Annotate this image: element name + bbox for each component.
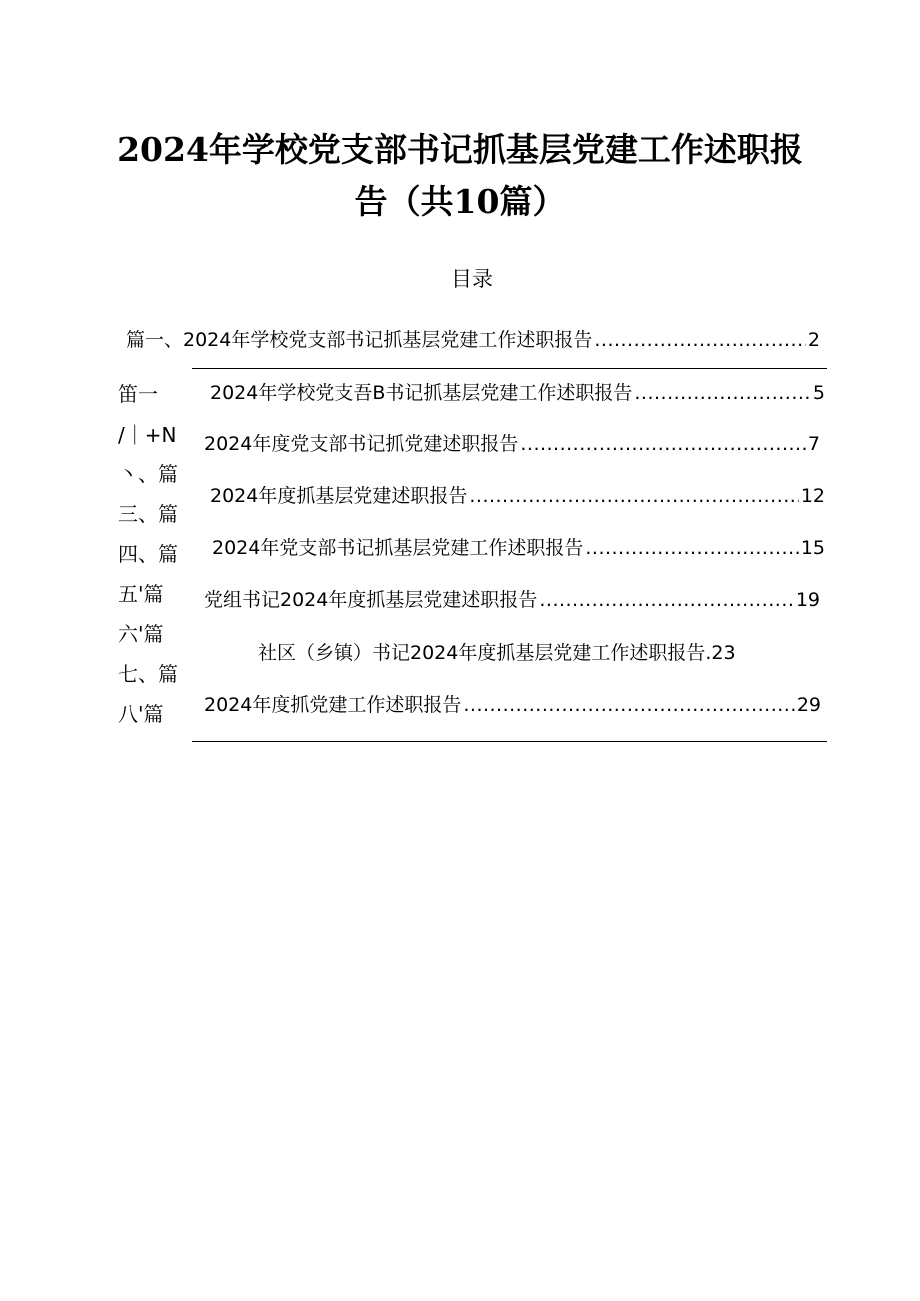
toc-dot-leader [463, 691, 794, 719]
side-label-4: 三、篇 [118, 502, 178, 526]
side-label-5: 四、篇 [118, 542, 178, 566]
side-label-9: 八'篇 [118, 702, 164, 726]
side-label-1: 笛一 [118, 382, 158, 406]
toc-page-number: 5 [812, 382, 825, 404]
side-label-7: 六'篇 [118, 622, 164, 646]
toc-entry-3[interactable] [204, 430, 820, 458]
toc-rule-top [192, 368, 827, 369]
toc-entry-4[interactable] [210, 482, 825, 510]
side-label-3: 丶、篇 [118, 462, 178, 486]
toc-page-number: 29 [796, 694, 821, 716]
toc-entry-8[interactable] [204, 691, 821, 719]
toc-dot-leader [520, 430, 806, 458]
toc-entry-label: 党组书记2024年度抓基层党建述职报告 [204, 589, 538, 611]
toc-dot-leader [469, 482, 798, 510]
toc-entry-5[interactable] [212, 534, 825, 562]
toc-entry-label: 社区（乡镇）书记2024年度抓基层党建工作述职报告. [258, 642, 712, 664]
side-label-8: 七、篇 [118, 662, 178, 686]
toc-entry-label: 2024年党支部书记抓基层党建工作述职报告 [212, 537, 584, 559]
toc-entry-6[interactable] [204, 586, 820, 614]
toc-entry-label: 2024年度抓党建工作述职报告 [204, 694, 462, 716]
toc-dot-leader [585, 534, 798, 562]
toc-page-number: 12 [800, 485, 825, 507]
toc-rule-bottom [192, 741, 827, 742]
toc-dot-leader [634, 379, 811, 407]
toc-entry-7[interactable] [258, 639, 828, 667]
toc-entry-2[interactable] [210, 379, 825, 407]
toc-page-number: 7 [807, 433, 820, 455]
document-title-line-2: 告（共10篇） [354, 182, 566, 221]
toc-heading: 目录 [451, 267, 493, 291]
toc-page-number: 19 [795, 589, 820, 611]
toc-page-number: 2 [807, 329, 820, 351]
side-label-2: /｜+N [118, 423, 177, 447]
toc-dot-leader [594, 326, 806, 354]
toc-entry-label: 篇一、2024年学校党支部书记抓基层党建工作述职报告 [126, 329, 593, 351]
toc-entry-label: 2024年学校党支吾B书记抓基层党建工作述职报告 [210, 382, 633, 404]
toc-entry-label: 2024年度党支部书记抓党建述职报告 [204, 433, 519, 455]
toc-page-number: 15 [800, 537, 825, 559]
toc-entry-1[interactable] [126, 326, 820, 354]
toc-page-number: 23 [711, 642, 736, 664]
toc-entry-label: 2024年度抓基层党建述职报告 [210, 485, 468, 507]
toc-dot-leader [539, 586, 793, 614]
side-label-6: 五'篇 [118, 582, 164, 606]
document-title-line-1: 2024年学校党支部书记抓基层党建工作述职报 [117, 130, 803, 169]
